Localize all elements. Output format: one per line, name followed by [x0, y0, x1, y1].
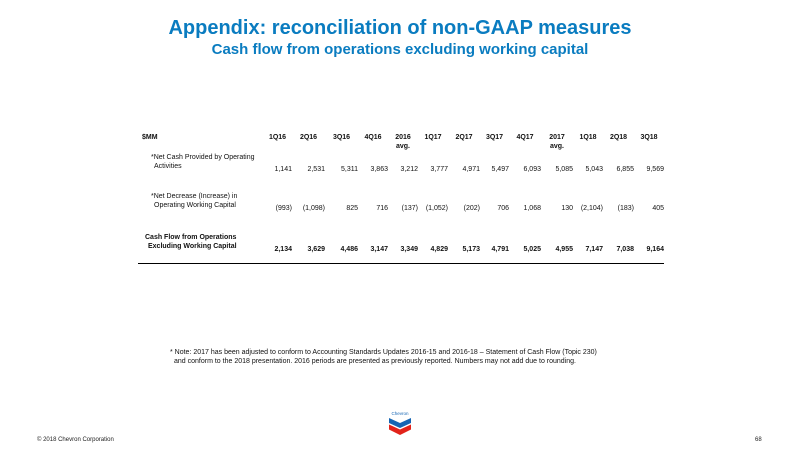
page-number: 68	[755, 437, 762, 443]
table-cell: (993)	[275, 205, 292, 212]
column-header: 4Q17	[516, 134, 534, 141]
table-cell: 4,955	[555, 246, 573, 253]
table-cell: 3,629	[307, 246, 325, 253]
table-cell: 7,147	[585, 246, 603, 253]
footnote-line: and conform to the 2018 presentation. 2016 periods are presented as previously reported. Numbers may not add due to rounding.	[174, 358, 576, 365]
column-header: 3Q16	[332, 134, 351, 141]
table-cell: 3,349	[400, 246, 418, 253]
column-header: 4Q16	[364, 134, 382, 141]
column-header: 2016 avg.	[395, 134, 411, 150]
table-cell: (183)	[617, 205, 634, 212]
row-label: *Net Decrease (Increase) in Operating Working Capital	[151, 193, 238, 209]
reconciliation-table	[138, 130, 664, 264]
table-cell: 2,531	[307, 166, 325, 173]
table-row-working-capital	[138, 192, 664, 233]
table-cell: (2,104)	[580, 205, 603, 212]
slide-title: Appendix: reconciliation of non-GAAP measures	[168, 17, 632, 39]
table-cell: 2,134	[274, 246, 292, 253]
table-cell: 5,173	[462, 246, 480, 253]
table-cell: 6,855	[616, 166, 634, 173]
table-cell: 5,043	[585, 166, 603, 173]
table-cell: 6,093	[523, 166, 541, 173]
table-cell: 3,212	[400, 166, 418, 173]
table-cell: 706	[497, 205, 509, 212]
table-cell: 716	[376, 205, 388, 212]
table-cell: 3,777	[430, 166, 448, 173]
logo-wordmark: Chevron	[391, 411, 409, 416]
row-label: *Net Cash Provided by Operating Activities	[151, 154, 255, 170]
table-cell: (202)	[463, 205, 480, 212]
table-row-cfo-ex-wc	[138, 233, 664, 264]
table-cell: (137)	[401, 205, 418, 212]
table-header-row	[138, 130, 664, 153]
table-row-net-cash	[138, 153, 664, 192]
column-header: 2Q18	[609, 134, 628, 141]
table-cell: 5,311	[341, 166, 358, 173]
chevron-logo	[387, 410, 413, 438]
column-header: 3Q18	[640, 134, 658, 141]
table-cell: 1,068	[523, 205, 541, 212]
table-cell: 4,829	[430, 246, 448, 253]
slide-subtitle: Cash flow from operations excluding working capital	[211, 41, 589, 58]
table-cell: 9,164	[646, 246, 664, 253]
table-cell: 5,085	[555, 166, 573, 173]
table-cell: (1,052)	[425, 205, 448, 212]
table-cell: 5,025	[523, 246, 541, 253]
table-cell: 4,486	[340, 246, 358, 253]
table-cell: 3,147	[370, 246, 388, 253]
table-cell: 3,863	[370, 166, 388, 173]
column-header: 2Q17	[455, 134, 473, 141]
table-cell: 1,141	[274, 166, 292, 173]
table-cell: 130	[561, 205, 573, 212]
table-cell: 4,791	[491, 246, 509, 253]
column-header: 1Q18	[579, 134, 597, 141]
column-header: 2017 avg.	[549, 134, 565, 150]
table-cell: 9,569	[646, 166, 664, 173]
table-cell: 4,971	[462, 166, 480, 173]
footnote	[170, 348, 690, 366]
footnote-line: * Note: 2017 has been adjusted to conform to Accounting Standards Updates 2016-15 and 2016-18 – Statement of Cash Flow (Topic 230)	[170, 349, 597, 356]
unit-label: $MM	[142, 134, 158, 141]
column-header: 1Q16	[268, 134, 287, 141]
copyright-text: © 2018 Chevron Corporation	[37, 437, 114, 443]
table-cell: 7,038	[616, 246, 634, 253]
table-cell: (1,098)	[302, 205, 325, 212]
column-header: 2Q16	[299, 134, 318, 141]
table-cell: 405	[652, 205, 664, 212]
column-header: 3Q17	[485, 134, 504, 141]
table-cell: 5,497	[491, 166, 509, 173]
row-label: Cash Flow from Operations Excluding Working Capital	[145, 234, 237, 250]
column-header: 1Q17	[424, 134, 442, 141]
table-cell: 825	[346, 205, 358, 212]
